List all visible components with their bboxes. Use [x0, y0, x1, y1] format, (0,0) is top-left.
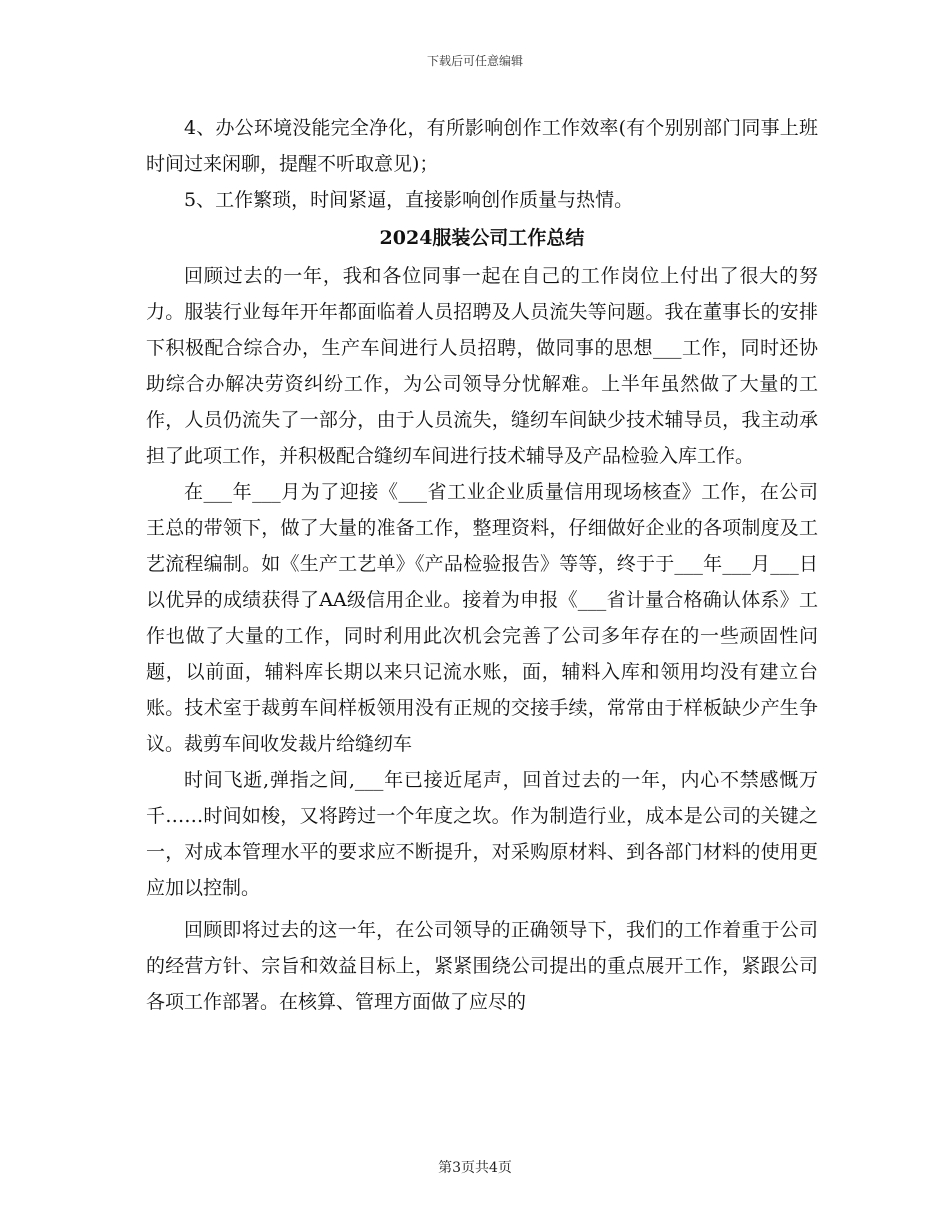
page-footer: 第3页共4页	[438, 1160, 512, 1176]
paragraph: 回顾过去的一年，我和各位同事一起在自己的工作岗位上付出了很大的努力。服装行业每年开年都面临着人员招聘及人员流失等问题。我在董事长的安排下积极配合综合办，生产车间进行人员招聘，做同事的思想___工作，同时还协助综合办解决劳资纠纷工作，为公司领导分忧解难。上半年虽然做了大量的工作，人员仍流失了一部分，由于人员流失，缝纫车间缺少技术辅导员，我主动承担了此项工作，并积极配合缝纫车间进行技术辅导及产品检验入库工作。	[146, 265, 818, 467]
paragraph: 4、办公环境没能完全净化，有所影响创作工作效率(有个别别部门同事上班时间过来闲聊，提醒不听取意见)；	[146, 117, 818, 175]
paragraph: 时间飞逝,弹指之间,___年已接近尾声，回首过去的一年，内心不禁感慨万千……时间如梭，又将跨过一个年度之坎。作为制造行业，成本是公司的关键之一，对成本管理水平的要求应不断提升，对采购原材料、到各部门材料的使用更应加以控制。	[146, 769, 818, 899]
paragraph: 回顾即将过去的这一年，在公司领导的正确领导下，我们的工作着重于公司的经营方针、宗旨和效益目标上，紧紧围绕公司提出的重点展开工作，紧跟公司各项工作部署。在核算、管理方面做了应尽的	[146, 919, 818, 1013]
paragraph: 在___年___月为了迎接《___省工业企业质量信用现场核查》工作，在公司王总的带领下，做了大量的准备工作，整理资料，仔细做好企业的各项制度及工艺流程编制。如《生产工艺单》《产品检验报告》等等，终于于___年___月___日以优异的成绩获得了AA级信用企业。接着为申报《___省计量合格确认体系》工作也做了大量的工作，同时利用此次机会完善了公司多年存在的一些顽固性问题，以前面，辅料库长期以来只记流水账，面，辅料入库和领用均没有建立台账。技术室于裁剪车间样板领用没有正规的交接手续，常常由于样板缺少产生争议。裁剪车间收发裁片给缝纫车	[146, 481, 818, 755]
paragraph: 5、工作繁琐，时间紧逼，直接影响创作质量与热情。	[184, 189, 634, 211]
section-title: 2024服装公司工作总结	[379, 227, 585, 249]
document-body	[146, 110, 818, 1020]
page-header: 下载后可任意编辑	[426, 54, 523, 68]
